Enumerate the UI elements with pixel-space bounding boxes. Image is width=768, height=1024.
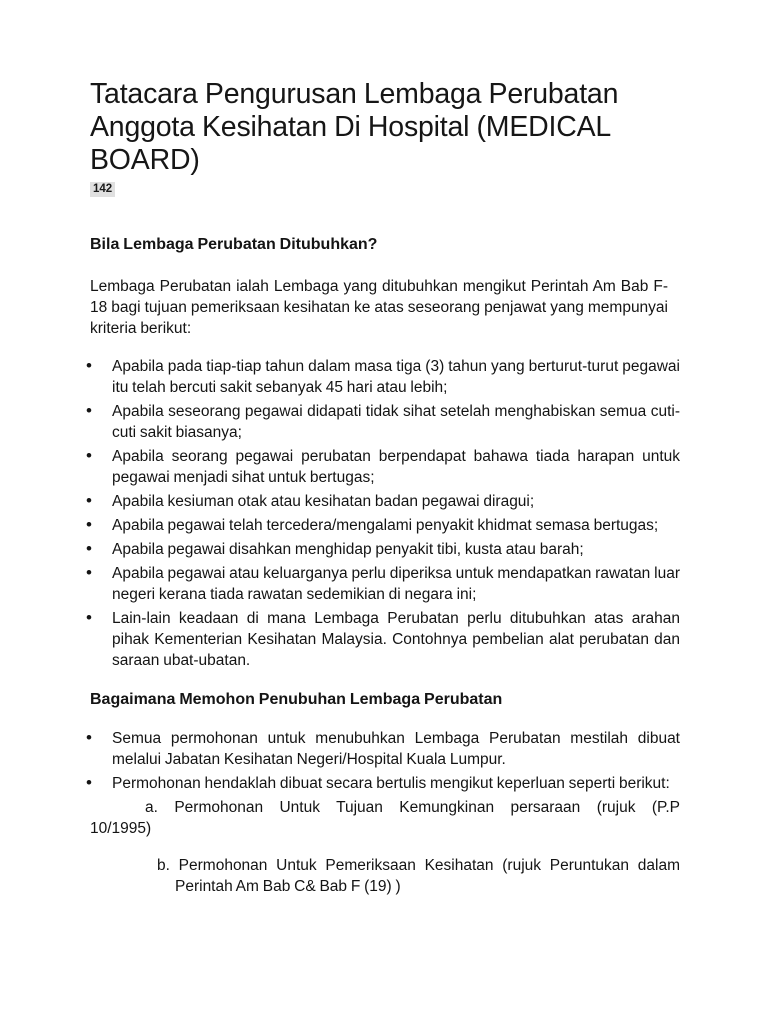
bullet-item: • Permohonan hendaklah dibuat secara bertulis mengikut keperluan seperti berikut: bbox=[85, 773, 680, 794]
bullet-item: • Apabila seseorang pegawai didapati tidak sihat setelah menghabiskan semua cuti-cuti sakit biasanya; bbox=[85, 401, 680, 443]
section2-heading: Bagaimana Memohon Penubuhan Lembaga Perubatan bbox=[90, 691, 503, 708]
section1-intro-paragraph: Lembaga Perubatan ialah Lembaga yang ditubuhkan mengikut Perintah Am Bab F-18 bagi tujuan pemeriksaan kesihatan ke atas seseorang penjawat yang mempunyai kriteria berikut: bbox=[90, 278, 668, 337]
document-content bbox=[90, 78, 680, 897]
subitem-b bbox=[157, 855, 680, 897]
subitem-b-line1: b. Permohonan Untuk Pemeriksaan Kesihatan (rujuk Peruntukan dalam bbox=[157, 857, 680, 874]
subitem-a-line1: a. Permohonan Untuk Tujuan Kemungkinan persaraan (rujuk (P.P bbox=[145, 799, 680, 816]
bullet-item: • Apabila pegawai telah tercedera/mengalami penyakit khidmat semasa bertugas; bbox=[85, 515, 680, 536]
bullet-item: • Apabila pada tiap-tiap tahun dalam masa tiga (3) tahun yang berturut-turut pegawai itu telah bercuti sakit sebanyak 45 hari atau lebih; bbox=[85, 356, 680, 398]
section2-bullet-list bbox=[85, 728, 680, 794]
bullet-item: • Apabila pegawai atau keluarganya perlu diperiksa untuk mendapatkan rawatan luar negeri kerana tiada rawatan sedemikian di negara ini; bbox=[85, 563, 680, 605]
section1-bullet-list bbox=[85, 356, 680, 671]
bullet-item: • Apabila pegawai disahkan menghidap penyakit tibi, kusta atau barah; bbox=[85, 539, 680, 560]
subitem-a-line2: 10/1995) bbox=[90, 820, 152, 837]
page-number-badge: 142 bbox=[90, 182, 115, 197]
bullet-item: • Lain-lain keadaan di mana Lembaga Perubatan perlu ditubuhkan atas arahan pihak Kementerian Kesihatan Malaysia. Contohnya pembelian alat perubatan dan saraan ubat-ubatan. bbox=[85, 608, 680, 671]
bullet-item: • Apabila seorang pegawai perubatan berpendapat bahawa tiada harapan untuk pegawai menjadi sihat untuk bertugas; bbox=[85, 446, 680, 488]
subitem-b-line2: Perintah Am Bab C& Bab F (19) ) bbox=[175, 878, 401, 895]
document-title: Tatacara Pengurusan Lembaga Perubatan Anggota Kesihatan Di Hospital (MEDICAL BOARD) bbox=[90, 78, 619, 176]
section1-heading: Bila Lembaga Perubatan Ditubuhkan? bbox=[90, 236, 378, 253]
bullet-item: • Apabila kesiuman otak atau kesihatan badan pegawai diragui; bbox=[85, 491, 680, 512]
subitem-a bbox=[90, 797, 680, 839]
bullet-item: • Semua permohonan untuk menubuhkan Lembaga Perubatan mestilah dibuat melalui Jabatan Kesihatan Negeri/Hospital Kuala Lumpur. bbox=[85, 728, 680, 770]
